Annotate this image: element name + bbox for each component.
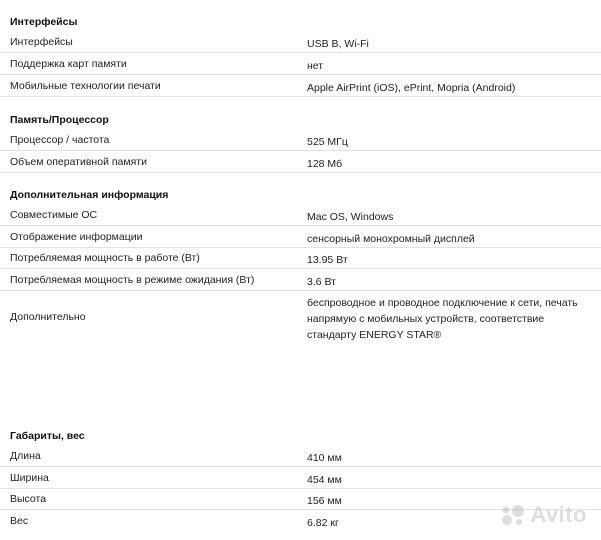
section-title-interfaces: Интерфейсы xyxy=(10,16,78,28)
spec-value: 128 Мб xyxy=(307,158,343,170)
section-title-additional: Дополнительная информация xyxy=(10,189,169,201)
spec-value: беспроводное и проводное подключение к сети, печать напрямую с мобильных устройств, соответствие стандарту ENERGY STAR® xyxy=(307,297,578,341)
spec-key: Отображение информации xyxy=(10,231,143,243)
spec-value: сенсорный монохромный дисплей xyxy=(307,233,475,245)
spec-key: Ширина xyxy=(10,472,49,484)
spec-value: Apple AirPrint (iOS), ePrint, Mopria (Android) xyxy=(307,82,516,94)
spec-value: нет xyxy=(307,60,324,72)
spec-key: Процессор / частота xyxy=(10,134,110,146)
row-divider xyxy=(0,290,601,291)
row-divider xyxy=(0,488,601,489)
watermark-text: Avito xyxy=(530,502,587,527)
row-divider xyxy=(0,96,601,97)
row-divider xyxy=(0,466,601,467)
spec-value: 6.82 кг xyxy=(307,517,339,529)
spec-key: Мобильные технологии печати xyxy=(10,80,161,92)
spec-key: Потребляемая мощность в режиме ожидания (Вт) xyxy=(10,274,255,286)
spec-key: Длина xyxy=(10,450,41,462)
avito-watermark xyxy=(500,502,587,528)
section-title-dimensions: Габариты, вес xyxy=(10,430,85,442)
row-divider xyxy=(0,225,601,226)
spec-key: Потребляемая мощность в работе (Вт) xyxy=(10,252,200,264)
avito-dots-icon xyxy=(500,504,526,526)
spec-key: Интерфейсы xyxy=(10,36,73,48)
row-divider xyxy=(0,268,601,269)
spec-key: Объем оперативной памяти xyxy=(10,156,147,168)
spec-value: Mac OS, Windows xyxy=(307,211,394,223)
row-divider xyxy=(0,52,601,53)
spec-value: 525 МГц xyxy=(307,136,348,148)
spec-key: Совместимые ОС xyxy=(10,209,98,221)
section-title-memory: Память/Процессор xyxy=(10,114,109,126)
spec-key: Поддержка карт памяти xyxy=(10,58,127,70)
spec-value: 454 мм xyxy=(307,474,342,486)
row-divider xyxy=(0,74,601,75)
spec-key: Высота xyxy=(10,493,47,505)
row-divider xyxy=(0,150,601,151)
spec-value: 3.6 Вт xyxy=(307,276,336,288)
spec-key: Вес xyxy=(10,515,29,527)
spec-value: 13.95 Вт xyxy=(307,254,348,266)
row-divider xyxy=(0,172,601,173)
row-divider xyxy=(0,247,601,248)
spec-value: 410 мм xyxy=(307,452,342,464)
spec-value: 156 мм xyxy=(307,495,342,507)
spec-value: USB B, Wi-Fi xyxy=(307,38,369,50)
spec-key: Дополнительно xyxy=(10,311,86,323)
